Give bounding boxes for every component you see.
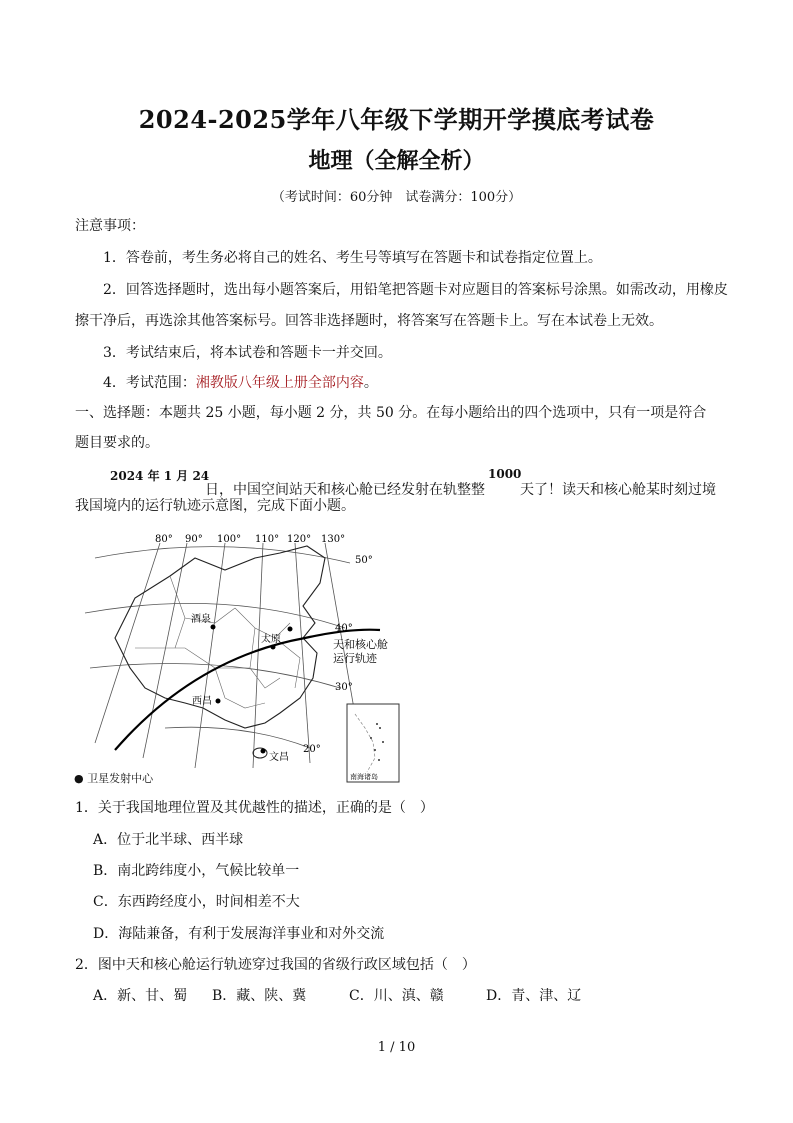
- notice-item-4-prefix: 4．考试范围：: [103, 375, 196, 391]
- question-1-option-a: A．位于北半球、西半球: [93, 832, 244, 848]
- question-2-option-c: C．川、滇、赣: [349, 988, 444, 1004]
- lon-label: 100°: [217, 534, 242, 545]
- question-2-option-a: A．新、甘、蜀: [93, 988, 188, 1004]
- page-title: 2024-2025学年八年级下学期开学摸底考试卷: [138, 105, 655, 134]
- city-marker-beijing: [288, 627, 293, 632]
- lat-label: 50°: [355, 555, 373, 566]
- question-1-option-b: B．南北跨纬度小，气候比较单一: [93, 863, 300, 879]
- orbit-label-line2: 运行轨迹: [333, 652, 377, 665]
- parallel-30: [90, 664, 340, 689]
- passage-line2: 我国境内的运行轨迹示意图，完成下面小题。: [75, 498, 355, 514]
- notice-item-3: 3．考试结束后，将本试卷和答题卡一并交回。: [103, 345, 392, 361]
- exam-scope: 湘教版八年级上册全部内容: [195, 375, 364, 391]
- section1-line1: 一、选择题：本题共 25 小题，每小题 2 分，共 50 分。在每小题给出的四个选项中，只有一项是符合: [75, 405, 707, 421]
- south-china-sea-inset: [347, 704, 399, 782]
- question-1-option-d: D．海陆兼备，有利于发展海洋事业和对外交流: [93, 926, 385, 942]
- parallel-20: [165, 727, 310, 748]
- orbit-map-svg: [75, 528, 405, 790]
- page-number: 1 / 10: [377, 1040, 416, 1055]
- meridian-120: [295, 543, 310, 763]
- notice-item-2-line1: 2．回答选择题时，选出每小题答案后，用铅笔把答题卡对应题目的答案标号涂黑。如需改动，用橡皮: [103, 282, 728, 298]
- lon-label: 90°: [185, 534, 203, 545]
- notice-item-2-line2: 擦干净后，再选涂其他答案标号。回答非选择题时，将答案写在答题卡上。写在本试卷上无效。: [75, 313, 663, 329]
- question-1-stem: 1．关于我国地理位置及其优越性的描述，正确的是（ ）: [75, 800, 434, 816]
- exam-time-info: （考试时间：60分钟 试卷满分：100分）: [271, 190, 522, 205]
- orbit-map: [75, 528, 405, 790]
- question-2-option-b: B．藏、陕、冀: [212, 988, 307, 1004]
- city-marker-taiyuan: [271, 645, 276, 650]
- passage-days: 1000: [488, 467, 522, 481]
- lat-label: 40°: [335, 623, 353, 634]
- page-subtitle: 地理（全解全析）: [308, 148, 485, 174]
- map-legend: ● 卫星发射中心: [74, 772, 154, 785]
- lon-label: 80°: [155, 534, 173, 545]
- map-graticule: [85, 543, 360, 768]
- city-marker-wenchang: [261, 749, 266, 754]
- lon-label: 120°: [287, 534, 312, 545]
- notice-heading: 注意事项：: [75, 218, 145, 234]
- question-1-option-c: C．东西跨经度小，时间相差不大: [93, 894, 300, 910]
- lat-label: 30°: [335, 682, 353, 693]
- section1-line2: 题目要求的。: [75, 435, 159, 451]
- passage-date: 2024 年 1 月 24: [110, 469, 210, 483]
- notice-item-1: 1．答卷前，考生务必将自己的姓名、考生号等填写在答题卡和试卷指定位置上。: [103, 250, 602, 266]
- notice-item-4-suffix: 。: [363, 375, 378, 391]
- notice-item-4: [103, 373, 378, 393]
- city-marker-xichang: [216, 699, 221, 704]
- passage-line1: 日，中国空间站天和核心舱已经发射在轨整整: [205, 482, 485, 498]
- lon-label: 110°: [255, 534, 280, 545]
- passage-line1-end: 天了！读天和核心舱某时刻过境: [520, 482, 716, 498]
- city-marker-jiuquan: [211, 625, 216, 630]
- city-label-wenchang: 文昌: [269, 752, 289, 763]
- lat-label: 20°: [303, 744, 321, 755]
- city-label-jiuquan: 酒泉: [191, 614, 211, 625]
- orbit-label-line1: 天和核心舱: [333, 638, 388, 651]
- question-2-stem: 2．图中天和核心舱运行轨迹穿过我国的省级行政区域包括（ ）: [75, 957, 476, 973]
- question-2-option-d: D．青、津、辽: [486, 988, 582, 1004]
- lon-label: 130°: [321, 534, 346, 545]
- inset-label: 南海诸岛: [350, 773, 378, 781]
- meridian-100: [195, 543, 225, 768]
- city-label-xichang: 西昌: [192, 696, 212, 707]
- city-label-taiyuan: 太原: [261, 634, 281, 645]
